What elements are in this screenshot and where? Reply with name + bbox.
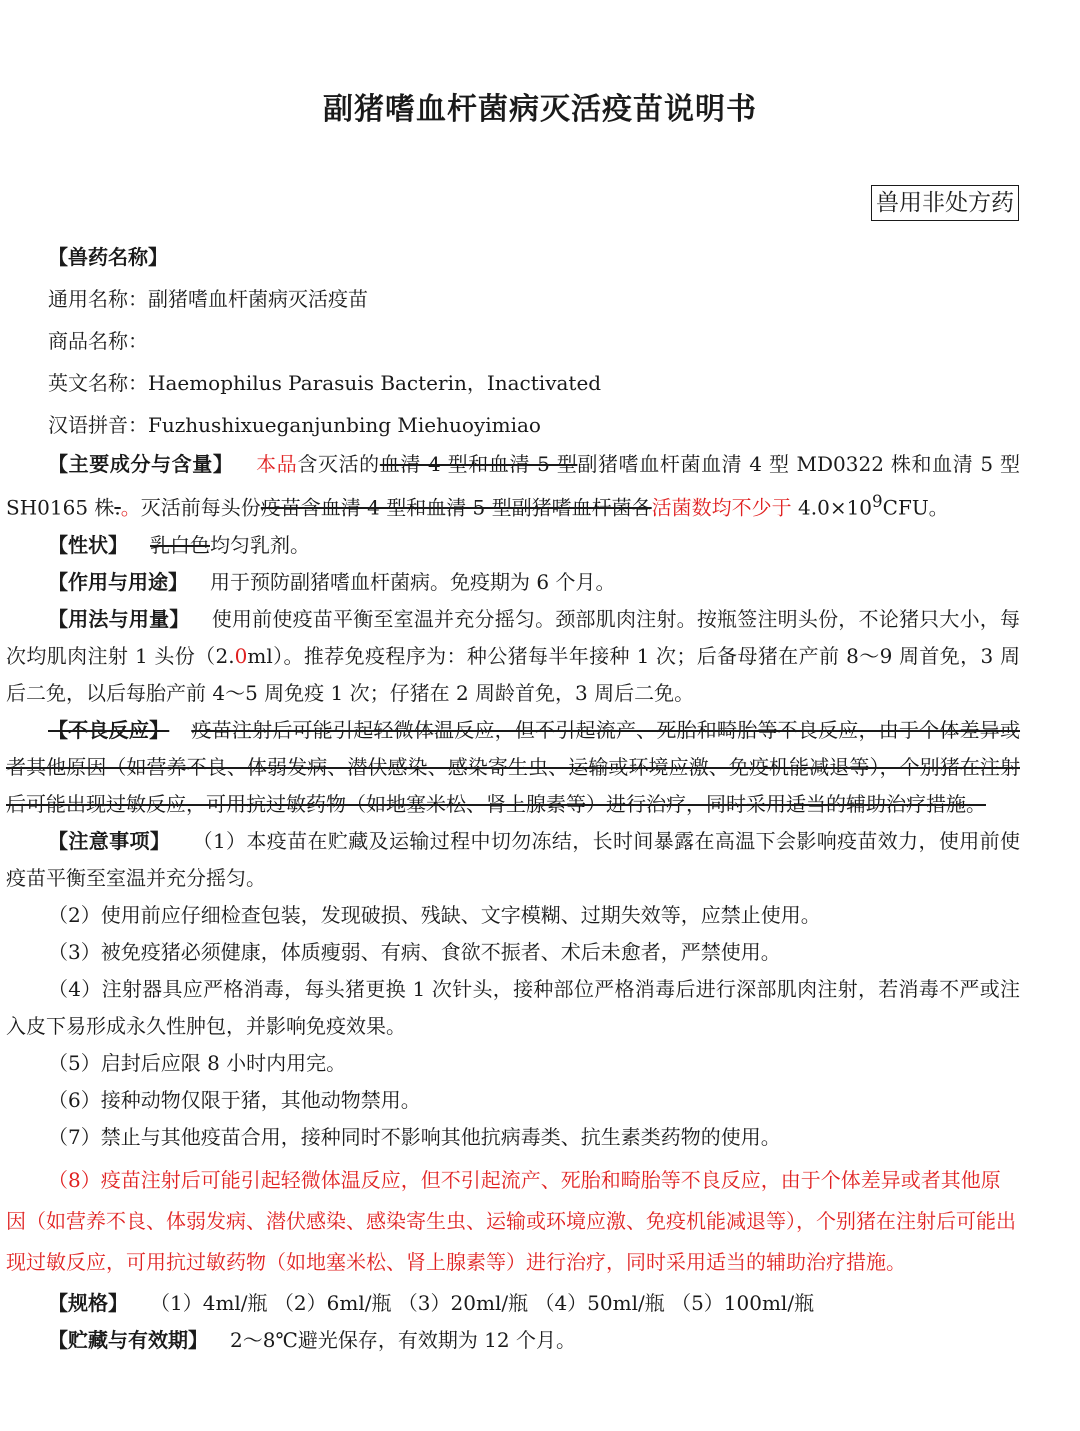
usage-text-1: 使用前使疫苗平衡至室温并充分摇匀。颈部肌肉注射。按瓶签注明头份，不论猪只大小，每次均肌肉注射 1 头份（2. [6, 606, 1021, 668]
usage-red: 0 [234, 643, 248, 668]
precautions-item-2: （2）使用前应仔细检查包装，发现破损、残缺、文字模糊、过期失效等，应禁止使用。 [48, 902, 821, 927]
section-heading-usage: 【用法与用量】 [48, 606, 190, 631]
trade-name-line [6, 320, 1020, 362]
composition-deleted-2: . [114, 495, 121, 520]
precautions-item-1 [6, 823, 1020, 897]
character-paragraph [6, 527, 1020, 564]
common-name-label: 通用名称： [48, 287, 148, 311]
composition-red-1: 本品 [255, 452, 298, 476]
section-heading-adverse: 【不良反应】 [48, 717, 170, 742]
composition-paragraph [6, 446, 1020, 527]
usage-text-2: ml）。推荐免疫程序为：种公猪每半年接种 1 次；后备母猪在产前 8～9 周首免，3 周后二免，以后每胎产前 4～5 周免疫 1 次；仔猪在 2 周龄首免，3 周后二免。 [6, 643, 1020, 705]
section-heading-storage: 【贮藏与有效期】 [48, 1327, 208, 1352]
storage-paragraph [6, 1322, 1020, 1359]
adverse-text: 疫苗注射后可能引起轻微体温反应，但不引起流产、死胎和畸胎等不良反应，由于个体差异或者其他原因（如营养不良、体弱发病、潜伏感染、感染寄生虫、运输或环境应激、免疫机能减退等），个别猪在注射后可能出现过敏反应，可用抗过敏药物（如地塞米松、肾上腺素等）进行治疗，同时采用适当的辅助治疗措施。 [6, 717, 1021, 816]
character-text: 均匀乳剂。 [210, 532, 310, 557]
adverse-paragraph-deleted [6, 712, 1020, 823]
pinyin-label: 汉语拼音： [48, 413, 148, 437]
function-paragraph [6, 564, 1020, 601]
composition-text-2: 副猪嗜血杆菌血清 4 型 MD0322 株和血清 5 型 SH0165 株 [6, 452, 1021, 520]
english-name-value: Haemophilus Parasuis Bacterin，Inactivated [148, 371, 602, 395]
composition-red-2: 。 [120, 495, 141, 520]
english-name-line [6, 362, 1020, 404]
pinyin-value: Fuzhushixueganjunbing Miehuoyimiao [148, 413, 541, 437]
precautions-item-3: （3）被免疫猪必须健康，体质瘦弱、有病、食欲不振者、术后未愈者，严禁使用。 [48, 939, 781, 964]
composition-deleted-1: 血清 4 型和血清 5 型 [379, 452, 578, 476]
specs-paragraph [6, 1285, 1020, 1322]
document-body [6, 238, 1020, 1359]
function-text: 用于预防副猪嗜血杆菌病。免疫期为 6 个月。 [210, 569, 616, 594]
section-heading-precautions: 【注意事项】 [48, 828, 171, 853]
trade-name-label: 商品名称： [48, 329, 148, 353]
character-deleted: 乳白色 [150, 532, 210, 557]
precaution-text-1: （1）本疫苗在贮藏及运输过程中切勿冻结，长时间暴露在高温下会影响疫苗效力，使用前使疫苗平衡至室温并充分摇匀。 [6, 828, 1021, 890]
section-heading-drug-name: 【兽药名称】 [48, 245, 168, 269]
precautions-item-7: （7）禁止与其他疫苗合用，接种同时不影响其他抗病毒类、抗生素类药物的使用。 [48, 1124, 781, 1149]
composition-text-4: 4.0×10 [791, 495, 873, 520]
storage-text: 2～8℃避光保存，有效期为 12 个月。 [230, 1327, 576, 1352]
composition-text-5: CFU。 [882, 495, 949, 520]
otc-badge: 兽用非处方药 [871, 185, 1019, 221]
specs-text: （1）4ml/瓶 （2）6ml/瓶 （3）20ml/瓶 （4）50ml/瓶 （5）100ml/瓶 [150, 1290, 815, 1315]
document-title: 副猪嗜血杆菌病灭活疫苗说明书 [323, 92, 757, 127]
pinyin-line [6, 404, 1020, 446]
usage-paragraph [6, 601, 1020, 712]
composition-exponent: 9 [872, 492, 883, 511]
section-heading-character: 【性状】 [48, 532, 128, 557]
composition-text-1: 含灭活的 [297, 452, 380, 476]
composition-text-3: 灭活前每头份 [140, 495, 261, 520]
precautions-item-8-added: （8）疫苗注射后可能引起轻微体温反应，但不引起流产、死胎和畸胎等不良反应，由于个体差异或者其他原因（如营养不良、体弱发病、潜伏感染、感染寄生虫、运输或环境应激、免疫机能减退等），个别猪在注射后可能出现过敏反应，可用抗过敏药物（如地塞米松、肾上腺素等）进行治疗，同时采用适当的辅助治疗措施。 [6, 1167, 1016, 1274]
precautions-item-6: （6）接种动物仅限于猪，其他动物禁用。 [48, 1087, 421, 1112]
section-heading-composition: 【主要成分与含量】 [48, 452, 234, 476]
section-heading-function: 【作用与用途】 [48, 569, 188, 594]
precautions-item-5: （5）启封后应限 8 小时内用完。 [48, 1050, 347, 1075]
english-name-label: 英文名称： [48, 371, 148, 395]
common-name-line [6, 278, 1020, 320]
section-heading-specs: 【规格】 [48, 1290, 128, 1315]
common-name-value: 副猪嗜血杆菌病灭活疫苗 [148, 287, 368, 311]
composition-deleted-3: 疫苗含血清 4 型和血清 5 型副猪嗜血杆菌各 [260, 495, 652, 520]
precautions-item-4: （4）注射器具应严格消毒，每头猪更换 1 次针头，接种部位严格消毒后进行深部肌肉注射，若消毒不严或注入皮下易形成永久性肿包，并影响免疫效果。 [6, 976, 1020, 1038]
composition-red-3: 活菌数均不少于 [651, 495, 792, 520]
